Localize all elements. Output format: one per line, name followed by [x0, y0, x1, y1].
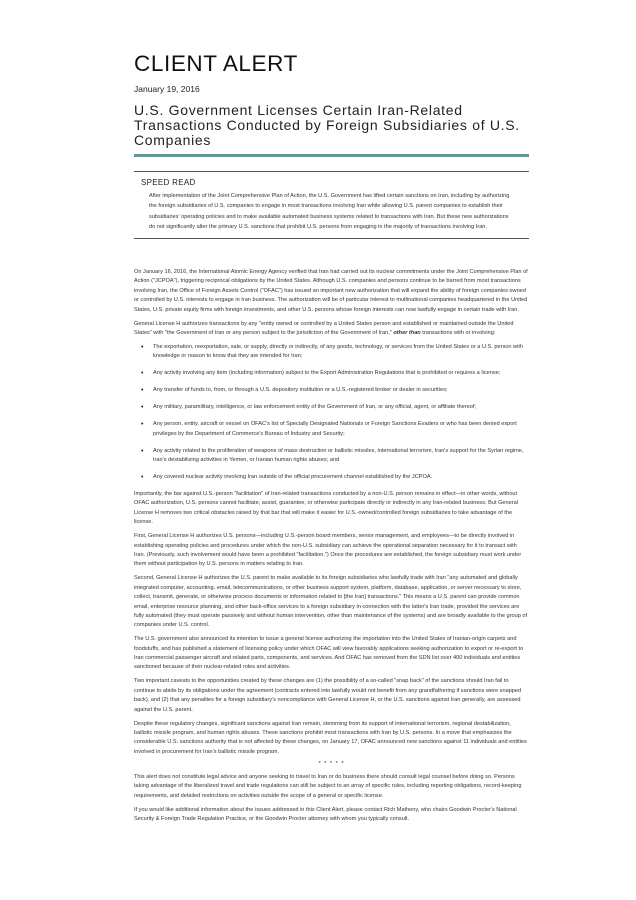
speed-read-body: After implementation of the Joint Comprehensive Plan of Action, the U.S. Government has lifted certain sanctions on Iran, including by authorizing the foreign subsidiaries of U.S. companies to engage in most transactions involving Iran while allowing U.S. parent companies to establish their subsidiaries' operating policies and to make available automated business systems related to transactions with Iran. But these new authorizations do not significantly alter the primary U.S. sanctions that prohibit U.S. persons from engaging in the majority of transactions involving Iran. — [149, 193, 510, 231]
speed-read-title: SPEED READ — [141, 178, 196, 187]
list-item: • Any activity involving any item (including information) subject to the Export Administration Regulations that is prohibited or requires a license; — [134, 369, 529, 378]
exclusions-list — [134, 343, 529, 483]
paragraph-disclaimer: This alert does not constitute legal advice and anyone seeking to travel to Iran or do business there should consult legal counsel before doing so. Persons taking advantage of the liberalized travel and trade regulations can still be subject to an array of specific rules, including reporting obligations, record-keeping requirements, and detailed restrictions on activities outside the scope of a general or specific license. — [134, 774, 522, 799]
paragraph-remaining-sanctions: Despite these regulatory changes, significant sanctions against Iran remain, stemming from its support of international terrorism, regional destabilization, ballistic missile program, and human rights abuses. These sanctions prohibit most transactions with Iran by U.S. persons. In a move that emphasizes the considerable U.S. sanctions authority that is not affected by these changes, on January 17, OFAC announced new sanctions against 11 individuals and entities involved in procurement for Iran's ballistic missile program. — [134, 720, 527, 755]
paragraph-general-license-main: General License H authorizes transactions by any "entity owned or controlled by a United States person and established or maintained outside the United States" with "the Government of Iran or any person subject to the jurisdiction of the Government of Iran," — [134, 320, 514, 336]
header-divider — [134, 154, 529, 157]
paragraph-facilitation: Importantly, the bar against U.S.-person "facilitation" of Iran-related transactions conducted by a non-U.S. person remains in effect—in other words, without OFAC authorization, U.S. persons cannot facilitate, assist, guarantee, or otherwise participate directly or indirectly in any Iran-related business. But General License H removes two critical obstacles raised by that bar that will make it easier for U.S.-owned/controlled foreign subsidiaries to take advantage of the license. — [134, 491, 518, 526]
paragraph-caveats: Two important caveats to the opportunities created by these changes are (1) the possibility of a so-called "snap back" of the sanctions should Iran fail to continue to abide by its obligations under the agreement (contracts entered into lawfully would not benefit from any grandfathering if sanctions were snapped back), and (2) that any penalties for a foreign subsidiary's noncompliance with General License H, or the U.S. sanctions against Iran generally, are assessed against the U.S. parent. — [134, 678, 522, 713]
list-item: • The exportation, reexportation, sale, or supply, directly or indirectly, of any goods, technology, or services from the United States or a U.S. person with knowledge or reason to know that they are intended for Iran; — [134, 343, 529, 362]
list-item: • Any activity related to the proliferation of weapons of mass destruction or ballistic missiles, international terrorism, Iran's support for the Syrian regime, Iran's destabilizing activities in Yemen, or Iranian human rights abuses; and — [134, 447, 529, 466]
paragraph-general-license — [134, 320, 529, 339]
paragraph-contact: If you would like additional information about the issues addressed in this Client Alert, please contact Rich Matheny, who chairs Goodwin Procter's National Security & Foreign Trade Regulation Practice, or the Goodwin Procter attorney with whom you typically consult. — [134, 806, 517, 823]
alert-title: CLIENT ALERT — [134, 51, 298, 76]
paragraph-general-license-tail: transactions with or involving: — [422, 329, 496, 336]
section-separator: * * * * * — [318, 760, 345, 767]
emphasis-other-than: other than — [393, 329, 421, 336]
paragraph-intro: On January 16, 2016, the International Atomic Energy Agency verified that Iran had carried out its nuclear commitments under the Joint Comprehensive Plan of Action ("JCPOA"), triggering reciprocal obligations by the United States. Although U.S. companies and persons continue to be barred from most transactions involving Iran, the Office of Foreign Assets Control ("OFAC") has issued an important new authorization that will expand the ability of foreign companies owned or controlled by U.S. interests to engage in Iran business. The authorization will be of particular interest to multinational companies headquartered in the United States, U.S. private equity firms with foreign investments, and other U.S. persons whose foreign interests can now lawfully engage in certain trade with Iran. — [134, 269, 528, 313]
alert-header — [134, 50, 529, 160]
article-body — [134, 268, 529, 829]
list-item: • Any person, entity, aircraft or vessel on OFAC's list of Specially Designated Nationals or Foreign Sanctions Evaders or who has been denied export privileges by the Department of Commerce's Bureau of Industry and Security; — [134, 420, 529, 439]
paragraph-first: First, General License H authorizes U.S. persons—including U.S.-person board members, senior management, and employees—to be directly involved in establishing operating policies and procedures under which the non-U.S. subsidiary can achieve the operational separation necessary for it to transact with Iran. (Previously, such involvement would have been a prohibited "facilitation.") Once the procedures are established, the foreign subsidiary must work under them without participation by U.S. persons in matters relating to Iran. — [134, 533, 522, 568]
paragraph-second: Second, General License H authorizes the U.S. parent to make available to its foreign subsidiaries who lawfully trade with Iran "any automated and globally integrated computer, accounting, email, telecommunications, or other business support system, platform, database, application, or server necessary to store, collect, transmit, generate, or otherwise process documents or information related to [the Iran] transactions." This means a U.S. parent can provide common email, enterprise resource planning, and other back-office services to a foreign subsidiary in connection with the latter's Iran trade, provided the services are fully automated (they must operate passively and without human intervention, other than maintenance of the systems) and are broadly available to the group of companies under U.S. control. — [134, 575, 528, 629]
list-item: • Any military, paramilitary, intelligence, or law enforcement entity of the Government of Iran, or any official, agent, or affiliate thereof; — [134, 403, 529, 412]
alert-headline: U.S. Government Licenses Certain Iran-Related Transactions Conducted by Foreign Subsidiaries of U.S. Companies — [134, 102, 520, 148]
alert-date: January 19, 2016 — [134, 84, 200, 94]
paragraph-additional-actions: The U.S. government also announced its intention to issue a general license authorizing the importation into the United States of Iranian-origin carpets and foodstuffs, and has published a statement of licensing policy under which OFAC will view favorably applications seeking authorization to export or re-export to Iran commercial passenger aircraft and related parts, components, and services. And OFAC has removed from the SDN list over 400 individuals and entities sanctioned because of their nuclear-related roles and activities. — [134, 636, 524, 671]
list-item: • Any transfer of funds to, from, or through a U.S. depository institution or a U.S.-registered broker or dealer in securities; — [134, 386, 529, 395]
list-item: • Any covered nuclear activity involving Iran outside of the official procurement channel established by the JCPOA. — [134, 473, 529, 482]
speed-read-box — [134, 171, 529, 239]
